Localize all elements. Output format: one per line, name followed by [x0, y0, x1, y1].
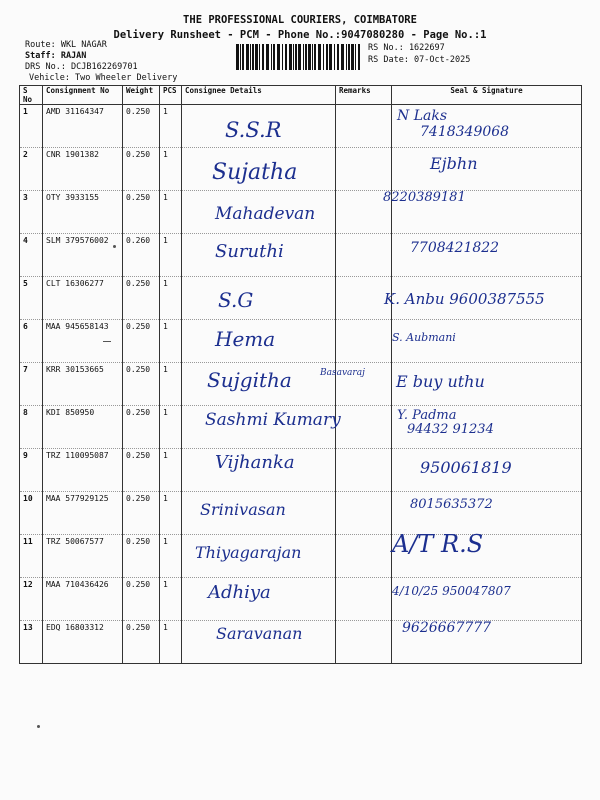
handwritten-consignee: Saravanan [216, 624, 303, 643]
barcode-bar [255, 44, 258, 70]
col-signature: Seal & Signature [392, 86, 582, 105]
scan-speck [113, 245, 116, 248]
handwritten-consignee: Adhiya [208, 582, 271, 603]
consignment-number: KRR 30153665 [43, 363, 123, 406]
handwritten-consignee: Sujgitha [207, 368, 292, 392]
barcode-bar [266, 44, 269, 70]
handwritten-signature: E buy uthu [396, 372, 485, 391]
vehicle-label: Vehicle: Two Wheeler Delivery [29, 73, 178, 83]
rs-date: RS Date: 07-Oct-2025 [368, 55, 471, 65]
barcode-bar [348, 44, 350, 70]
pcs-cell: 1 [160, 148, 182, 191]
handwritten-phone: 7708421822 [410, 240, 500, 256]
handwritten-signature: S. Aubmani [392, 331, 456, 344]
col-remarks: Remarks [336, 86, 392, 105]
consignment-number: MAA 710436426 [43, 578, 123, 621]
weight-cell: 0.250 [123, 621, 160, 664]
barcode-bar [314, 44, 316, 70]
barcode-bar [334, 44, 335, 70]
col-consignee: Consignee Details [182, 86, 336, 105]
handwritten-phone: 4/10/25 950047807 [392, 584, 511, 598]
barcode-bar [293, 44, 294, 70]
consignment-number: AMD 31164347 [43, 105, 123, 148]
scan-speck [37, 725, 40, 728]
pcs-cell: 1 [160, 621, 182, 664]
table-row [20, 148, 582, 191]
remarks-cell [336, 105, 392, 148]
handwritten-consignee: Suruthi [215, 241, 284, 262]
handwritten-consignee: Sujatha [212, 160, 298, 185]
handwritten-consignee: S.G [218, 288, 254, 312]
handwritten-signature: N Laks [397, 108, 448, 124]
pcs-cell: 1 [160, 234, 182, 277]
pcs-cell: 1 [160, 535, 182, 578]
sno-cell: 6 [20, 320, 43, 363]
col-pcs: PCS [160, 86, 182, 105]
barcode-bar [358, 44, 360, 70]
delivery-table [19, 85, 582, 664]
pcs-cell: 1 [160, 578, 182, 621]
sno-cell: 4 [20, 234, 43, 277]
barcode-bar [273, 44, 275, 70]
barcode-bar [305, 44, 307, 70]
remarks-cell [336, 406, 392, 449]
pcs-cell: 1 [160, 277, 182, 320]
handwritten-phone: 8220389181 [383, 190, 466, 205]
col-sno: S No [20, 86, 43, 105]
handwritten-consignee: Vijhanka [215, 452, 295, 473]
weight-cell: 0.250 [123, 449, 160, 492]
company-title: THE PROFESSIONAL COURIERS, COIMBATORE [183, 14, 417, 26]
barcode-bar [312, 44, 313, 70]
sno-cell: 9 [20, 449, 43, 492]
consignment-number: OTY 3933155 [43, 191, 123, 234]
pcs-cell: 1 [160, 449, 182, 492]
col-weight: Weight [123, 86, 160, 105]
sno-cell: 8 [20, 406, 43, 449]
table-row [20, 492, 582, 535]
pcs-cell: 1 [160, 191, 182, 234]
weight-cell: 0.250 [123, 363, 160, 406]
remarks-cell [336, 320, 392, 363]
barcode-bar [308, 44, 311, 70]
barcode-bar [289, 44, 292, 70]
handwritten-consignee: Hema [215, 327, 276, 351]
handwritten-consignee: Sashmi Kumary [205, 410, 341, 430]
sno-cell: 2 [20, 148, 43, 191]
consignment-number: MAA 577929125 [43, 492, 123, 535]
barcode-bar [351, 44, 354, 70]
barcode-bar [318, 44, 321, 70]
consignment-number: CNR 1901382 [43, 148, 123, 191]
consignment-number: SLM 379576002 [43, 234, 123, 277]
handwritten-consignee: Srinivasan [200, 500, 286, 519]
barcode-bar [298, 44, 301, 70]
barcode-bar [303, 44, 304, 70]
signature-cell [392, 148, 582, 191]
sno-cell: 13 [20, 621, 43, 664]
pcs-cell: 1 [160, 492, 182, 535]
barcode-image [236, 44, 362, 70]
pcs-cell: 1 [160, 363, 182, 406]
handwritten-phone: 950061819 [420, 458, 512, 477]
handwritten-consignee: Thiyagarajan [195, 543, 302, 562]
weight-cell: 0.250 [123, 191, 160, 234]
barcode-bar [242, 44, 244, 70]
consignment-number: KDI 850950 [43, 406, 123, 449]
sno-cell: 7 [20, 363, 43, 406]
remarks-cell [336, 578, 392, 621]
weight-cell: 0.250 [123, 535, 160, 578]
handwritten-consignee: S.S.R [225, 118, 282, 142]
barcode-bar [262, 44, 264, 70]
barcode-bar [282, 44, 283, 70]
handwritten-signature: Y. Padma [397, 408, 457, 423]
remarks-cell [336, 535, 392, 578]
weight-cell: 0.250 [123, 105, 160, 148]
barcode-bar [295, 44, 297, 70]
barcode-bar [337, 44, 339, 70]
route-label: Route: WKL NAGAR [25, 40, 107, 50]
rs-number: RS No.: 1622697 [368, 43, 445, 53]
barcode-bar [240, 44, 241, 70]
weight-cell: 0.250 [123, 277, 160, 320]
pcs-cell: 1 [160, 406, 182, 449]
handwritten-signature: K. Anbu 9600387555 [384, 290, 545, 308]
barcode-bar [326, 44, 328, 70]
consignment-number: TRZ 110095087 [43, 449, 123, 492]
drs-number: DRS No.: DCJB162269701 [25, 62, 138, 72]
sno-cell: 1 [20, 105, 43, 148]
barcode-bar [285, 44, 287, 70]
barcode-bar [329, 44, 332, 70]
handwritten-phone: 8015635372 [410, 497, 493, 512]
handwritten-consignee: Mahadevan [215, 204, 316, 224]
col-consignment: Consignment No [43, 86, 123, 105]
staff-label: Staff: RAJAN [25, 51, 87, 61]
barcode-bar [236, 44, 239, 70]
remarks-cell [336, 449, 392, 492]
barcode-bar [355, 44, 356, 70]
remarks-cell [336, 234, 392, 277]
scan-speck [103, 341, 111, 342]
barcode-bar [246, 44, 249, 70]
handwritten-signature: A/T R.S [392, 530, 484, 558]
barcode-bar [259, 44, 260, 70]
handwritten-phone: 7418349068 [420, 124, 510, 140]
consignee-cell [182, 277, 336, 320]
barcode-bar [271, 44, 272, 70]
barcode-bar [323, 44, 324, 70]
consignment-number: TRZ 50067577 [43, 535, 123, 578]
runsheet-subtitle: Delivery Runsheet - PCM - Phone No.:9047080280 - Page No.:1 [113, 29, 487, 41]
sno-cell: 5 [20, 277, 43, 320]
weight-cell: 0.250 [123, 148, 160, 191]
sno-cell: 10 [20, 492, 43, 535]
weight-cell: 0.250 [123, 406, 160, 449]
consignment-number: EDQ 16803312 [43, 621, 123, 664]
table-row [20, 363, 582, 406]
weight-cell: 0.250 [123, 578, 160, 621]
consignment-number: MAA 945658143 [43, 320, 123, 363]
sno-cell: 11 [20, 535, 43, 578]
barcode-bar [346, 44, 347, 70]
table-body [20, 105, 582, 664]
sno-cell: 3 [20, 191, 43, 234]
barcode-bar [252, 44, 254, 70]
weight-cell: 0.250 [123, 320, 160, 363]
remarks-cell [336, 621, 392, 664]
handwritten-phone: 94432 91234 [407, 422, 494, 437]
sno-cell: 12 [20, 578, 43, 621]
table-header-row [20, 86, 582, 105]
weight-cell: 0.260 [123, 234, 160, 277]
pcs-cell: 1 [160, 105, 182, 148]
barcode-bar [250, 44, 251, 70]
handwritten-signature: Ejbhn [430, 154, 478, 173]
handwritten-remark: Basavaraj [320, 368, 365, 378]
consignment-number: CLT 16306277 [43, 277, 123, 320]
handwritten-phone: 9626667777 [402, 620, 492, 636]
remarks-cell [336, 148, 392, 191]
barcode-bar [341, 44, 344, 70]
barcode-bar [277, 44, 280, 70]
weight-cell: 0.250 [123, 492, 160, 535]
remarks-cell [336, 492, 392, 535]
pcs-cell: 1 [160, 320, 182, 363]
